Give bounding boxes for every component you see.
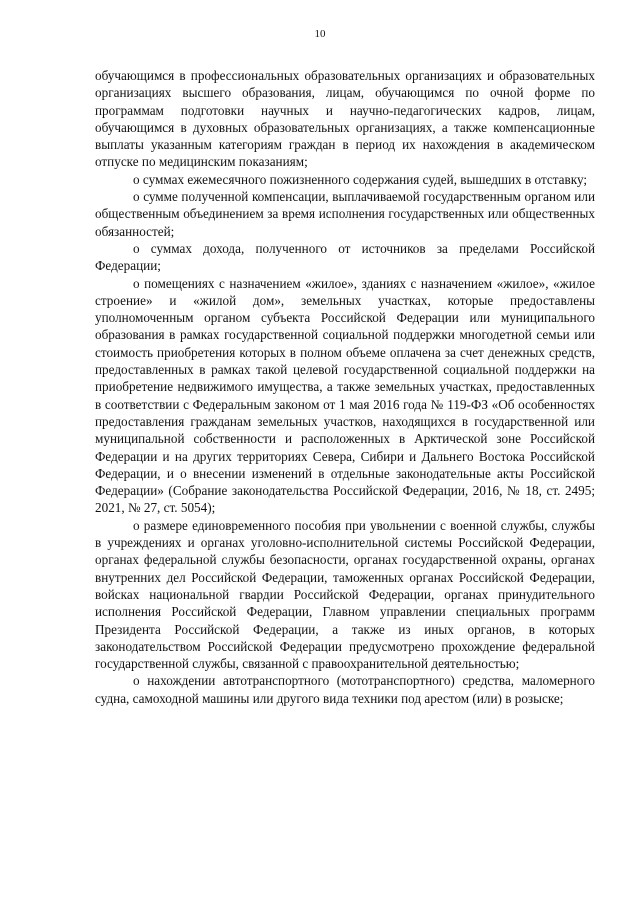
- paragraph-foreign-income: о суммах дохода, полученного от источников за пределами Российской Федерации;: [95, 240, 595, 274]
- paragraph-residential-premises: о помещениях с назначением «жилое», зданиях с назначением «жилое», «жилое строение» и «жилой дом», земельных участках, которые предоставлены уполномоченным органом субъекта Российской Федерации или муниципального образования в рамках государственной социальной поддержки многодетной семьи или стоимость приобретения которых в полном объеме оплачена за счет денежных средств, предоставленных в рамках такой целевой государственной социальной поддержки на приобретение недвижимого имущества, а также земельных участках, предоставленных в соответствии с Федеральным законом от 1 мая 2016 года № 119-ФЗ «Об особенностях предоставления гражданам земельных участков, находящихся в государственной или муниципальной собственности и расположенных в Арктической зоне Российской Федерации и на других территориях Севера, Сибири и Дальнего Востока Российской Федерации, и о внесении изменений в отдельные законодательные акты Российской Федерации» (Собрание законодательства Российской Федерации, 2016, № 18, ст. 2495; 2021, № 27, ст. 5054);: [95, 275, 595, 516]
- paragraph-vehicle-arrest: о нахождении автотранспортного (мототранспортного) средства, маломерного судна, самоходной машины или другого вида техники под арестом (или) в розыске;: [95, 673, 595, 706]
- page-number: 10: [314, 28, 326, 40]
- paragraph-severance-allowance: о размере единовременного пособия при увольнении с военной службы, службы в учреждениях и органах уголовно-исполнительной системы Российской Федерации, органах федеральной службы безопасности, органах государственной охраны, органах внутренних дел Российской Федерации, таможенных органах Российской Федерации, войсках национальной гвардии Российской Федерации, органах принудительного исполнения Российской Федерации, Главном управлении специальных программ Президента Российской Федерации, а также из иных органов, в которых законодательством Российской Федерации предусмотрено прохождение федеральной государственной службы, связанной с правоохранительной деятельностью;: [95, 517, 595, 672]
- document-body: [95, 67, 595, 707]
- paragraph-students-continuation: обучающимся в профессиональных образовательных организациях и образовательных организациях высшего образования, лицам, обучающимся по очной форме по программам подготовки научных и научно-педагогических кадров, лицам, обучающимся в духовных образовательных организациях, а также компенсационные выплаты указанным категориям граждан в период их нахождения в академическом отпуске по медицинским показаниям;: [95, 68, 595, 170]
- paragraph-judges-allowance: о суммах ежемесячного пожизненного содержания судей, вышедших в отставку;: [133, 171, 588, 187]
- paragraph-compensation: о сумме полученной компенсации, выплачиваемой государственным органом или общественным объединением за время исполнения государственных или общественных обязанностей;: [95, 189, 595, 239]
